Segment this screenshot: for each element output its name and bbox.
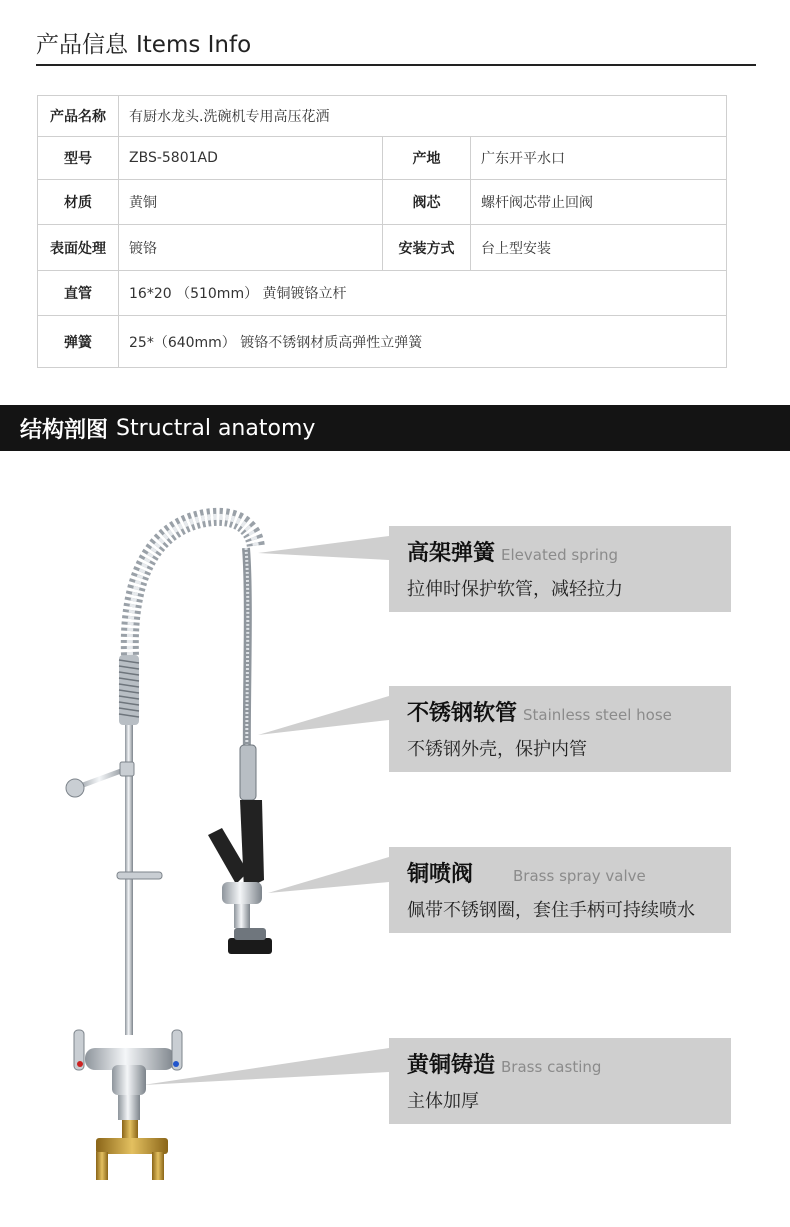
spray-valve — [208, 800, 272, 954]
spec-label: 直管 — [38, 271, 119, 316]
spec-label: 产地 — [383, 137, 471, 180]
spec-label: 弹簧 — [38, 316, 119, 368]
spec-value: 黄铜 — [119, 180, 383, 225]
spec-row-spring — [38, 316, 727, 368]
spec-row-model — [38, 137, 727, 180]
spec-value: 16*20 （510mm） 黄铜镀铬立杆 — [119, 271, 727, 316]
spec-row-pipe — [38, 271, 727, 316]
callout-desc: 不锈钢外壳，保护内管 — [407, 739, 587, 760]
spec-label: 阀芯 — [383, 180, 471, 225]
spec-label: 安装方式 — [383, 225, 471, 271]
spec-value: ZBS-5801AD — [119, 137, 383, 180]
brass-base — [96, 1120, 168, 1180]
spec-table — [37, 95, 727, 368]
callout-desc: 拉伸时保护软管，减轻拉力 — [407, 579, 623, 600]
spec-label: 表面处理 — [38, 225, 119, 271]
items-info-title-cn: 产品信息 — [36, 32, 128, 58]
callout-desc: 佩带不锈钢圈，套住手柄可持续喷水 — [407, 900, 695, 921]
callout-stainless-hose — [389, 686, 731, 772]
callout-title-en: Elevated spring — [501, 546, 619, 564]
spec-value: 螺杆阀芯带止回阀 — [471, 180, 727, 225]
callout-desc: 主体加厚 — [407, 1091, 479, 1112]
spec-value: 台上型安装 — [471, 225, 727, 271]
hook-clip — [117, 872, 162, 879]
riser-pipe — [125, 690, 133, 1035]
items-info-title-en: Items Info — [136, 32, 252, 58]
callout-title: 高架弹簧 — [407, 541, 496, 566]
anatomy-section-header — [0, 405, 790, 451]
callout-title: 铜喷阀 — [407, 862, 474, 887]
callout-title: 黄铜铸造 — [407, 1053, 496, 1078]
mixer-body — [74, 1030, 182, 1120]
anatomy-title-en: Structral anatomy — [116, 415, 316, 441]
callout-title: 不锈钢软管 — [407, 701, 518, 726]
spec-value: 广东开平水口 — [471, 137, 727, 180]
arch-spring — [130, 517, 256, 655]
spec-row-name — [38, 96, 727, 137]
callout-brass-spray-valve — [389, 847, 731, 933]
riser-spring-coil — [119, 655, 139, 725]
spec-row-surface — [38, 225, 727, 271]
leader-valve — [268, 857, 389, 893]
callout-title-en: Brass casting — [501, 1058, 602, 1076]
spec-value: 有厨水龙头.洗碗机专用高压花洒 — [119, 96, 727, 137]
leader-hose — [258, 696, 389, 735]
spec-value: 镀铬 — [119, 225, 383, 271]
spec-label: 产品名称 — [38, 96, 119, 137]
callout-elevated-spring — [389, 526, 731, 612]
spec-row-material — [38, 180, 727, 225]
anatomy-title-cn: 结构剖图 — [20, 417, 109, 443]
callout-title-en: Brass spray valve — [513, 867, 646, 885]
spec-label: 材质 — [38, 180, 119, 225]
callout-title-en: Stainless steel hose — [523, 706, 672, 724]
hose-spring — [240, 745, 256, 800]
spec-value: 25*（640mm） 镀铬不锈钢材质高弹性立弹簧 — [119, 316, 727, 368]
callout-brass-casting — [389, 1038, 731, 1124]
wall-bracket — [66, 762, 134, 797]
spec-label: 型号 — [38, 137, 119, 180]
items-info-header — [36, 26, 756, 66]
leader-spring — [258, 536, 389, 560]
